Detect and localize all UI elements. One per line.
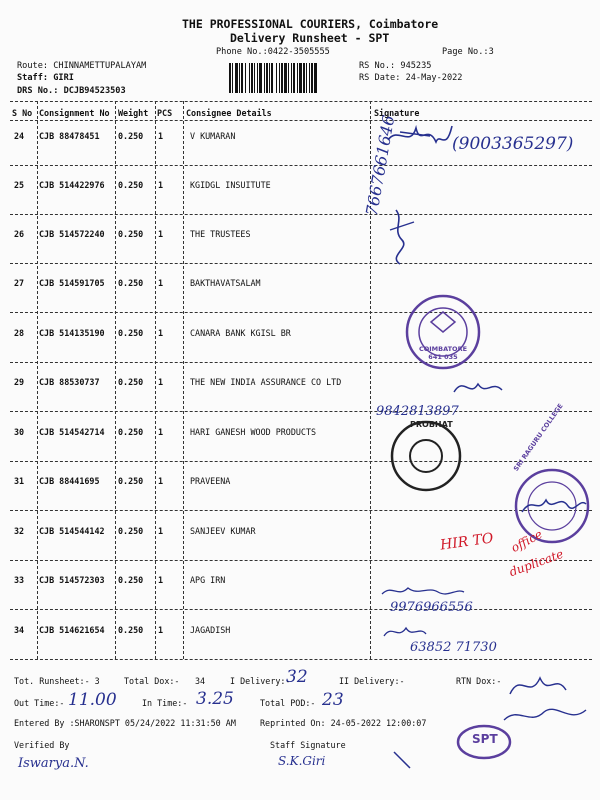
spt-stamp-text: SPT xyxy=(472,732,498,746)
total-pod-label: Total POD:- xyxy=(260,698,316,708)
row-rule xyxy=(10,461,592,462)
row-consignment: CJB 514591705 xyxy=(39,278,105,288)
row-pcs: 1 xyxy=(158,278,164,288)
rs-date: RS Date: 24-May-2022 xyxy=(359,73,463,83)
signature-scribble xyxy=(518,490,590,520)
verified-signature: Iswarya.N. xyxy=(18,756,89,771)
row-rule xyxy=(10,411,592,412)
col-header-consignment: Consignment No xyxy=(39,108,110,118)
phone-number: Phone No.:0422-3505555 xyxy=(216,47,330,57)
handwritten-phone-vertical: 7667661646 xyxy=(362,113,399,218)
col-header-weight: Weight xyxy=(118,108,149,118)
signature-scribble xyxy=(382,200,422,270)
i-delivery-label: I Delivery:- xyxy=(230,676,291,686)
row-pcs: 1 xyxy=(158,229,164,239)
row-rule xyxy=(10,214,592,215)
row-consignee: HARI GANESH WOOD PRODUCTS xyxy=(190,427,317,437)
row-consignee: THE NEW INDIA ASSURANCE CO LTD xyxy=(190,377,342,387)
row-consignment: CJB 514135190 xyxy=(39,328,105,338)
row-weight: 0.250 xyxy=(118,427,144,437)
row-rule xyxy=(10,510,592,511)
row-sno: 29 xyxy=(14,377,25,387)
row-rule xyxy=(10,609,592,610)
row-rule xyxy=(10,165,592,166)
runsheet-title: Delivery Runsheet - SPT xyxy=(230,31,390,45)
in-time-value: 3.25 xyxy=(196,689,234,709)
row-sno: 34 xyxy=(14,625,25,635)
handwritten-note: office xyxy=(508,526,545,556)
page-number: Page No.:3 xyxy=(442,47,494,57)
row-pcs: 1 xyxy=(158,625,164,635)
row-sno: 24 xyxy=(14,131,25,141)
handwritten-phone: 9842813897 xyxy=(376,404,459,419)
canara-stamp-text: COIMBATORE 641 035 xyxy=(418,345,468,361)
row-weight: 0.250 xyxy=(118,625,144,635)
signature-scribble xyxy=(378,580,468,602)
row-pcs: 1 xyxy=(158,131,164,141)
barcode xyxy=(229,63,351,93)
row-sno: 31 xyxy=(14,476,25,486)
col-header-consignee: Consignee Details xyxy=(186,108,272,118)
row-weight: 0.250 xyxy=(118,328,144,338)
row-consignment: CJB 514544142 xyxy=(39,526,105,536)
in-time-label: In Time:- xyxy=(142,698,188,708)
row-pcs: 1 xyxy=(158,180,164,190)
handwritten-phone: 63852 71730 xyxy=(410,640,497,655)
row-sno: 32 xyxy=(14,526,25,536)
row-rule xyxy=(10,560,592,561)
col-divider xyxy=(183,101,184,659)
staff-signature-label: Staff Signature xyxy=(270,740,346,750)
out-time-value: 11.00 xyxy=(68,690,117,710)
row-consignee: KGIDGL INSUITUTE xyxy=(190,180,271,190)
total-pod-value: 23 xyxy=(322,690,344,710)
row-weight: 0.250 xyxy=(118,229,144,239)
row-consignee: THE TRUSTEES xyxy=(190,229,251,239)
row-consignment: CJB 514422976 xyxy=(39,180,105,190)
row-rule xyxy=(10,263,592,264)
row-consignee: BAKTHAVATSALAM xyxy=(190,278,261,288)
row-rule xyxy=(10,659,592,660)
ii-delivery-label: II Delivery:- xyxy=(339,676,405,686)
probat-stamp-text: PROBHAT xyxy=(410,420,453,429)
row-sno: 26 xyxy=(14,229,25,239)
row-rule xyxy=(10,362,592,363)
row-consignment: CJB 514572303 xyxy=(39,575,105,585)
row-sno: 28 xyxy=(14,328,25,338)
rtn-dox-label: RTN Dox:- xyxy=(456,676,502,686)
company-title: THE PROFESSIONAL COURIERS, Coimbatore xyxy=(182,17,439,31)
row-weight: 0.250 xyxy=(118,476,144,486)
verified-by-label: Verified By xyxy=(14,740,70,750)
row-sno: 33 xyxy=(14,575,25,585)
out-time-label: Out Time:- xyxy=(14,698,65,708)
row-rule xyxy=(10,312,592,313)
row-consignment: CJB 88530737 xyxy=(39,377,100,387)
row-pcs: 1 xyxy=(158,377,164,387)
col-divider xyxy=(115,101,116,659)
row-weight: 0.250 xyxy=(118,526,144,536)
college-stamp-text: SRI RAGURU COLLEGE xyxy=(512,402,565,473)
staff-label: Staff: GIRI xyxy=(17,73,74,83)
drs-number: DRS No.: DCJB94523503 xyxy=(17,86,126,96)
row-consignment: CJB 88441695 xyxy=(39,476,100,486)
row-pcs: 1 xyxy=(158,476,164,486)
staff-signature: S.K.Giri xyxy=(278,754,326,768)
row-consignee: JAGADISH xyxy=(190,625,231,635)
row-consignee: APG IRN xyxy=(190,575,226,585)
i-delivery-value: 32 xyxy=(286,667,308,687)
row-consignment: CJB 514621654 xyxy=(39,625,105,635)
row-pcs: 1 xyxy=(158,526,164,536)
probat-stamp xyxy=(388,418,464,494)
row-consignment: CJB 88478451 xyxy=(39,131,100,141)
row-sno: 30 xyxy=(14,427,25,437)
total-dox-value: 34 xyxy=(195,676,206,686)
check-mark-icon xyxy=(390,748,414,772)
row-consignment: CJB 514572240 xyxy=(39,229,105,239)
row-pcs: 1 xyxy=(158,575,164,585)
handwritten-note: duplicate xyxy=(507,546,566,580)
header-top-rule xyxy=(10,101,592,102)
row-weight: 0.250 xyxy=(118,278,144,288)
row-consignee: CANARA BANK KGISL BR xyxy=(190,328,291,338)
col-header-pcs: PCS xyxy=(157,108,173,118)
handwritten-phone: (9003365297) xyxy=(452,134,574,154)
row-sno: 27 xyxy=(14,278,25,288)
row-weight: 0.250 xyxy=(118,377,144,387)
row-pcs: 1 xyxy=(158,328,164,338)
col-divider xyxy=(155,101,156,659)
signature-scribble xyxy=(448,372,508,402)
handwritten-phone: 9976966556 xyxy=(390,600,473,615)
col-header-signature: Signature xyxy=(374,108,420,118)
row-pcs: 1 xyxy=(158,427,164,437)
header-bottom-rule xyxy=(10,120,592,121)
reprinted-on: Reprinted On: 24-05-2022 12:00:07 xyxy=(260,718,427,728)
col-divider xyxy=(37,101,38,659)
total-dox-label: Total Dox:- xyxy=(124,676,180,686)
handwritten-note: HIR TO xyxy=(439,530,495,554)
row-weight: 0.250 xyxy=(118,131,144,141)
row-consignment: CJB 514542714 xyxy=(39,427,105,437)
tot-runsheet: Tot. Runsheet:- 3 xyxy=(14,676,100,686)
row-weight: 0.250 xyxy=(118,180,144,190)
route-label: Route: CHINNAMETTUPALAYAM xyxy=(17,61,147,71)
row-consignee: V KUMARAN xyxy=(190,131,236,141)
row-sno: 25 xyxy=(14,180,25,190)
row-weight: 0.250 xyxy=(118,575,144,585)
row-consignee: PRAVEENA xyxy=(190,476,231,486)
row-consignee: SANJEEV KUMAR xyxy=(190,526,256,536)
rs-number: RS No.: 945235 xyxy=(359,61,432,71)
entered-by: Entered By :SHARONSPT 05/24/2022 11:31:50 AM xyxy=(14,718,236,728)
col-header-sno: S No xyxy=(12,108,33,118)
